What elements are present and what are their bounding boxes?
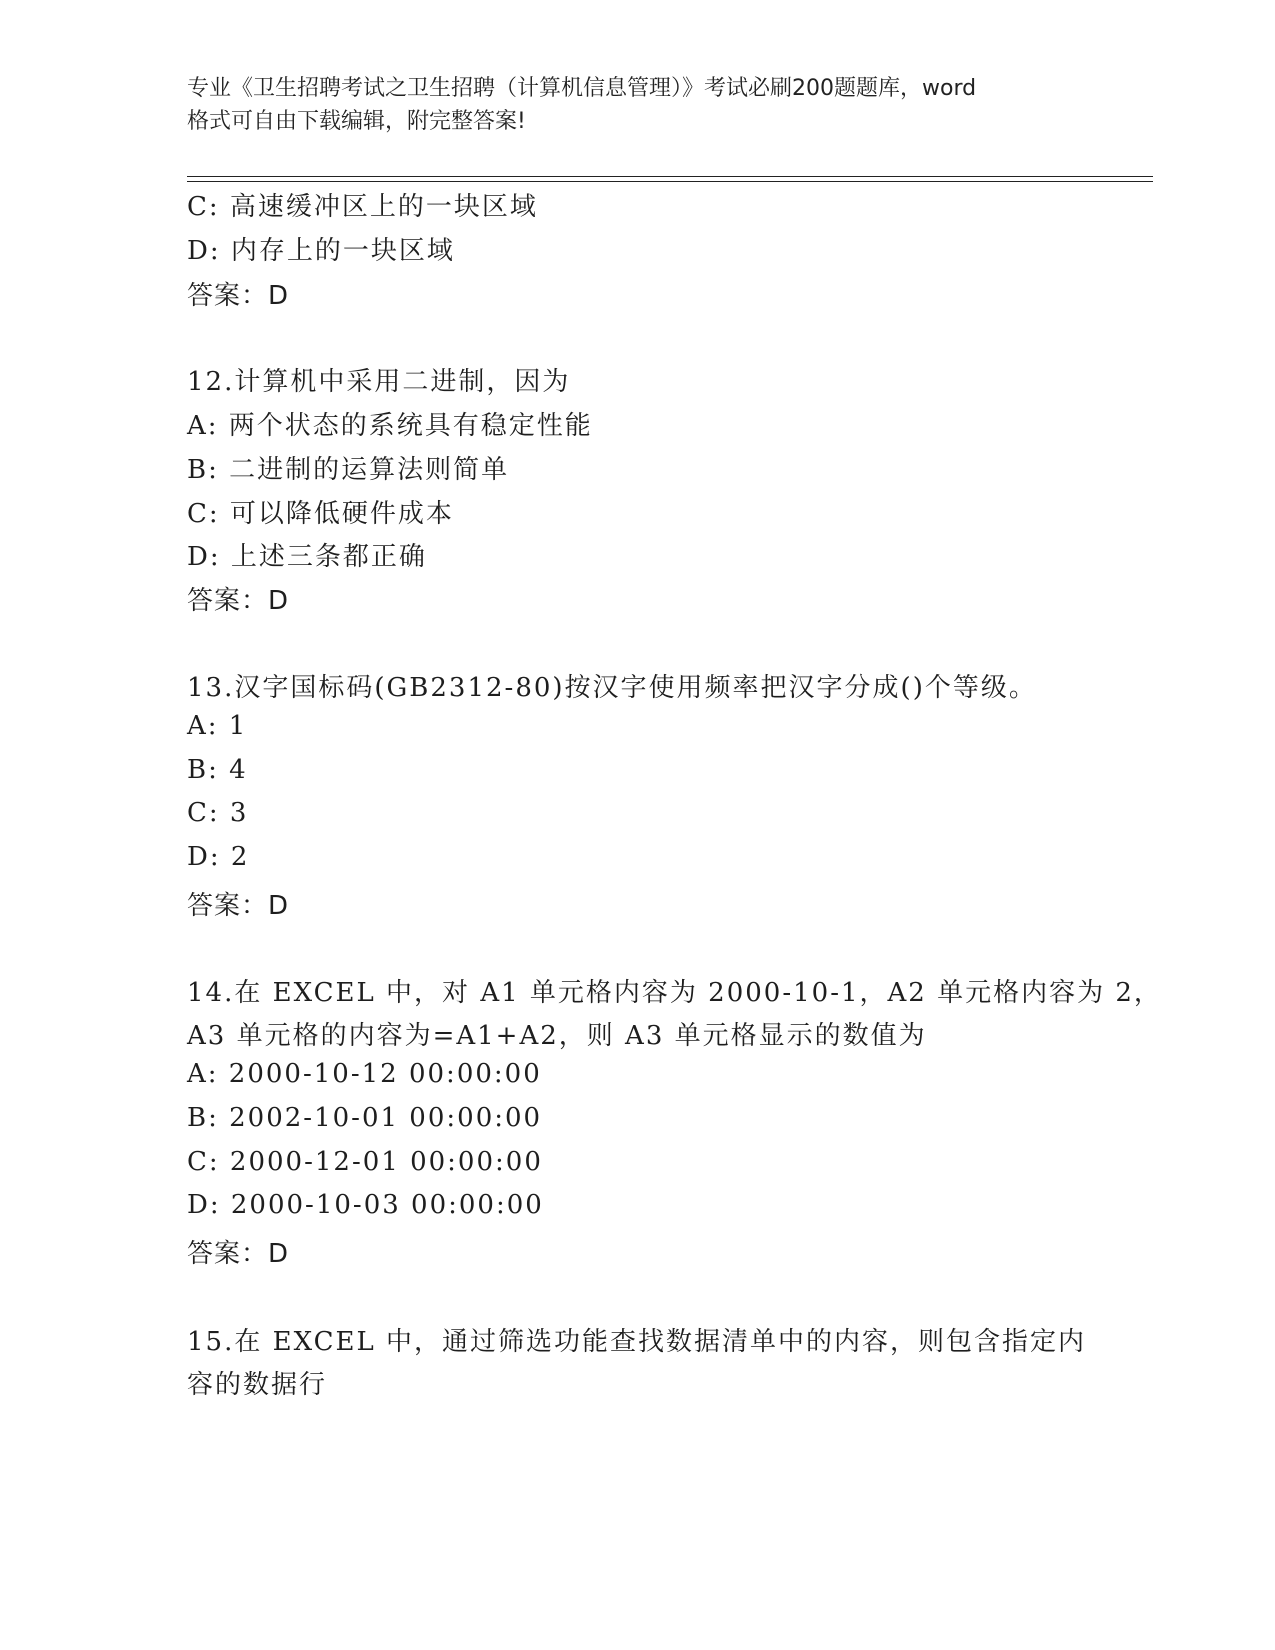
header-line-1: 专业《卫生招聘考试之卫生招聘（计算机信息管理）》考试必刷200题题库，word bbox=[187, 76, 977, 101]
q14-stem-line-2: A3 单元格的内容为=A1+A2，则 A3 单元格显示的数值为 bbox=[187, 1021, 927, 1051]
q14-option-d: D: 2000-10-03 00:00:00 bbox=[187, 1190, 544, 1220]
header-line-2: 格式可自由下载编辑，附完整答案! bbox=[187, 109, 526, 134]
q14-answer: 答案：D bbox=[187, 1239, 290, 1269]
q13-option-b: B: 4 bbox=[187, 755, 248, 785]
q14-option-a: A: 2000-10-12 00:00:00 bbox=[187, 1059, 542, 1089]
q12-stem: 12.计算机中采用二进制，因为 bbox=[187, 367, 571, 397]
q13-stem: 13.汉字国标码(GB2312-80)按汉字使用频率把汉字分成()个等级。 bbox=[187, 673, 1037, 703]
q12-option-a: A: 两个状态的系统具有稳定性能 bbox=[187, 411, 593, 441]
document-header bbox=[187, 72, 1087, 138]
q14-option-b: B: 2002-10-01 00:00:00 bbox=[187, 1103, 543, 1133]
q15-stem-line-2: 容的数据行 bbox=[187, 1370, 328, 1400]
q12-option-d: D: 上述三条都正确 bbox=[187, 542, 427, 572]
q14-stem-line-1: 14.在 EXCEL 中，对 A1 单元格内容为 2000-10-1，A2 单元格内容为 2， bbox=[187, 978, 1162, 1008]
prev-option-d: D: 内存上的一块区域 bbox=[187, 236, 455, 266]
q12-answer: 答案：D bbox=[187, 586, 290, 616]
q13-answer: 答案：D bbox=[187, 891, 290, 921]
prev-answer: 答案：D bbox=[187, 281, 290, 311]
q13-option-a: A: 1 bbox=[187, 711, 248, 741]
q12-option-b: B: 二进制的运算法则简单 bbox=[187, 455, 510, 485]
q12-option-c: C: 可以降低硬件成本 bbox=[187, 499, 454, 529]
q13-option-d: D: 2 bbox=[187, 842, 250, 872]
q15-stem-line-1: 15.在 EXCEL 中，通过筛选功能查找数据清单中的内容，则包含指定内 bbox=[187, 1327, 1087, 1357]
q14-option-c: C: 2000-12-01 00:00:00 bbox=[187, 1147, 543, 1177]
header-divider-bottom bbox=[187, 181, 1153, 182]
header-divider-top bbox=[187, 176, 1153, 177]
q13-option-c: C: 3 bbox=[187, 798, 249, 828]
prev-option-c: C: 高速缓冲区上的一块区域 bbox=[187, 192, 538, 222]
